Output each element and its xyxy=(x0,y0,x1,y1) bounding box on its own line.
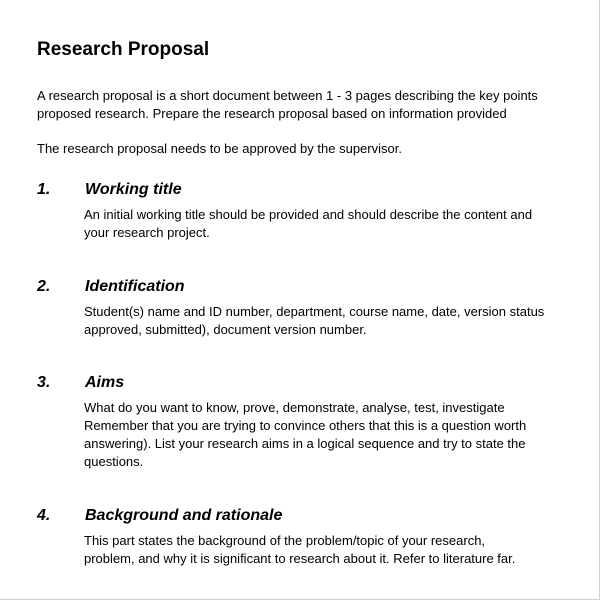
intro-line: A research proposal is a short document between 1 - 3 pages describing the key points xyxy=(37,88,538,103)
section-heading: Background and rationale xyxy=(85,507,283,524)
section-body-line: Remember that you are trying to convince others that this is a question worth xyxy=(84,418,527,433)
document-title: Research Proposal xyxy=(37,39,210,60)
section-body-line: What do you want to know, prove, demonstrate, analyse, test, investigate xyxy=(84,400,505,415)
approval-paragraph: The research proposal needs to be approved by the supervisor. xyxy=(37,141,402,156)
section-body-line: approved, submitted), document version number. xyxy=(84,322,367,337)
section-body-line: problem, and why it is significant to research about it. Refer to literature far. xyxy=(84,551,516,566)
section-body xyxy=(84,303,544,339)
section-number: 4. xyxy=(37,507,51,524)
section-number: 2. xyxy=(37,278,51,295)
section-body xyxy=(84,399,526,471)
intro-paragraph xyxy=(37,87,538,123)
section-heading: Aims xyxy=(85,374,125,391)
section-body-line: This part states the background of the problem/topic of your research, xyxy=(84,533,486,548)
section-body xyxy=(84,532,515,568)
section-heading: Working title xyxy=(85,181,182,198)
intro-line: proposed research. Prepare the research proposal based on information provided xyxy=(37,106,507,121)
section-body-line: answering). List your research aims in a logical sequence and try to state the xyxy=(84,436,526,451)
section-number: 1. xyxy=(37,181,51,198)
section-heading: Identification xyxy=(85,278,185,295)
section-body-line: Student(s) name and ID number, department, course name, date, version status xyxy=(84,304,545,319)
section-body-line: your research project. xyxy=(84,225,210,240)
section-body-line: questions. xyxy=(84,454,144,469)
section-body-line: An initial working title should be provided and should describe the content and xyxy=(84,207,533,222)
section-number: 3. xyxy=(37,374,51,391)
section-body xyxy=(84,206,532,242)
